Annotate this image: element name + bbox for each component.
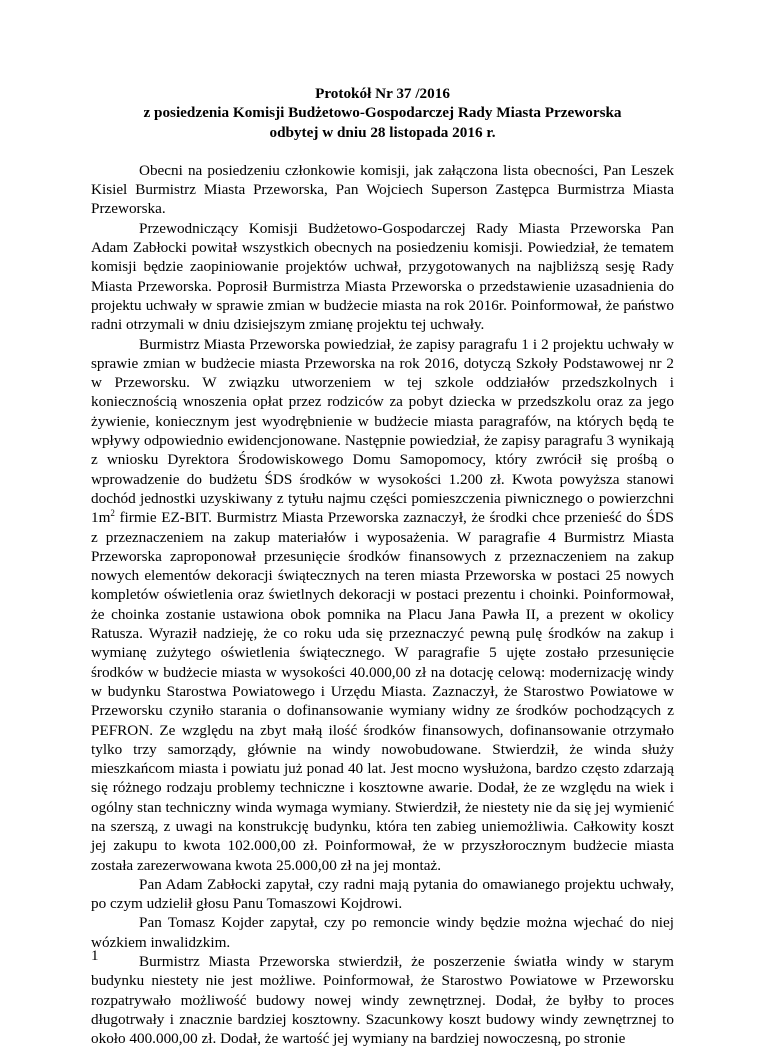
paragraph-mayor-explanation-part-2: firmie EZ-BIT. Burmistrz Miasta Przeworska zaznaczył, że środki chce przenieść do ŚDS z przeznaczeniem na zakup materiałów i wyposażenia. W paragrafie 4 Burmistrz Miasta Przeworska zaproponował przesunięcie środków finansowych z przeznaczeniem na zakup nowych elementów dekoracji świątecznych na teren miasta Przeworska w postaci 25 nowych kompletów oświetlenia oraz świetlnych dekoracji w postaci prezentu i choinki. Poinformował, że choinka zostanie ustawiona obok pomnika na Placu Jana Pawła II, a prezent w okolicy Ratusza. Wyraził nadzieję, że co roku uda się przeznaczyć pewną pulę środków na zakup i wymianę zużytego oświetlenia świątecznego. W paragrafie 5 ujęte zostało przesunięcie środków w budżecie miasta w wysokości 40.000,00 zł na dotację celową: modernizację windy w budynku Starostwa Powiatowego i Urzędu Miasta. Zaznaczył, że Starostwo Powiatowe w Przeworsku czyniło starania o dofinansowanie wymiany widny ze środków pochodzących z PEFRON. Ze względu na zbyt małą ilość środków finansowych, dofinansowanie otrzymało tylko trzy samorządy, głównie na windy nowobudowane. Stwierdził, że winda służy mieszkańcom miasta i powiatu już ponad 40 lat. Jest mocno wysłużona, bardzo często zdarzają się różnego rodzaju problemy techniczne i kosztowne awarie. Dodał, że ze względu na wiek i ogólny stan techniczny winda wymaga wymiany. Stwierdził, że niestety nie da się jej wymienić na szerszą, z uwagi na konstrukcję budynku, która ten zabieg uniemożliwia. Całkowity koszt jej zakupu to kwota 102.000,00 zł. Poinformował, że w przyszłorocznym budżecie miasta została zarezerwowana kwota 25.000,00 zł na jej montaż. (91, 509, 674, 874)
superscript-exponent: 2 (110, 508, 115, 519)
document-body (91, 161, 674, 1049)
paragraph-chairman-question: Pan Adam Zabłocki zapytał, czy radni mają pytania do omawianego projektu uchwały, po czym udzielił głosu Panu Tomaszowi Kojdrowi. (91, 875, 674, 913)
paragraph-mayor-answer: Burmistrz Miasta Przeworska stwierdził, że poszerzenie światła windy w starym budynku niestety nie jest możliwe. Poinformował, że Starostwo Powiatowe w Przeworsku rozpatrywało możliwość budowy nowej windy zewnętrznej. Dodał, że byłby to proces długotrwały i znacznie bardziej kosztowny. Szacunkowy koszt budowy windy zewnętrznej to około 400.000,00 zł. Dodał, że wartość jej wymiany na bardziej nowoczesną, po stronie (91, 953, 674, 1048)
paragraph-kojder-question: Pan Tomasz Kojder zapytał, czy po remoncie windy będzie można wjechać do niej wózkiem inwalidzkim. (91, 914, 674, 951)
title-line-3: odbytej w dniu 28 listopada 2016 r. (269, 123, 496, 141)
paragraph-chairman-opening: Przewodniczący Komisji Budżetowo-Gospodarczej Rady Miasta Przeworska Pan Adam Zabłocki powitał wszystkich obecnych na posiedzeniu komisji. Powiedział, że tematem komisji będzie zaopiniowanie projektów uchwał, przygotowanych na najbliższą sesję Rady Miasta Przeworska. Poprosił Burmistrza Miasta Przeworska o przedstawienie uzasadnienia do projektu uchwały w sprawie zmian w budżecie miasta na rok 2016r. Poinformował, że państwo radni otrzymali w dniu dzisiejszym zmianę projektu tej uchwały. (91, 219, 674, 334)
page-number: 1 (91, 948, 99, 964)
title-line-2: z posiedzenia Komisji Budżetowo-Gospodarczej Rady Miasta Przeworska (143, 104, 622, 122)
paragraph-mayor-explanation-part-1: Burmistrz Miasta Przeworska powiedział, że zapisy paragrafu 1 i 2 projektu uchwały w sprawie zmian w budżecie miasta Przeworska na rok 2016, dotyczą Szkoły Podstawowej nr 2 w Przeworsku. W związku utworzeniem w tej szkole oddziałów przedszkolnych i koniecznością wnoszenia opłat przez rodziców za pobyt dziecka w przedszkolu oraz za jego żywienie, koniecznym jest wyodrębnienie w budżecie miasta paragrafów, na których będą te wpływy odpowiednio ewidencjonowane. Następnie powiedział, że zapisy paragrafu 3 wynikają z wniosku Dyrektora Środowiskowego Domu Samopomocy, który zwrócił się prośbą o wprowadzenie do budżetu ŚDS środków w wysokości 1.200 zł. Kwota powyższa stanowi dochód jednostki uzyskiwany z tytułu najmu części pomieszczenia piwnicznego o powierzchni 1m (91, 335, 674, 527)
paragraph-mayor-explanation (91, 335, 674, 875)
title-line-1: Protokół Nr 37 /2016 (315, 85, 450, 102)
paragraph-attendance: Obecni na posiedzeniu członkowie komisji, jak załączona lista obecności, Pan Leszek Kisiel Burmistrz Miasta Przeworska, Pan Wojciech Superson Zastępca Burmistrza Miasta Przeworska. (91, 161, 674, 218)
document-title (91, 84, 674, 142)
